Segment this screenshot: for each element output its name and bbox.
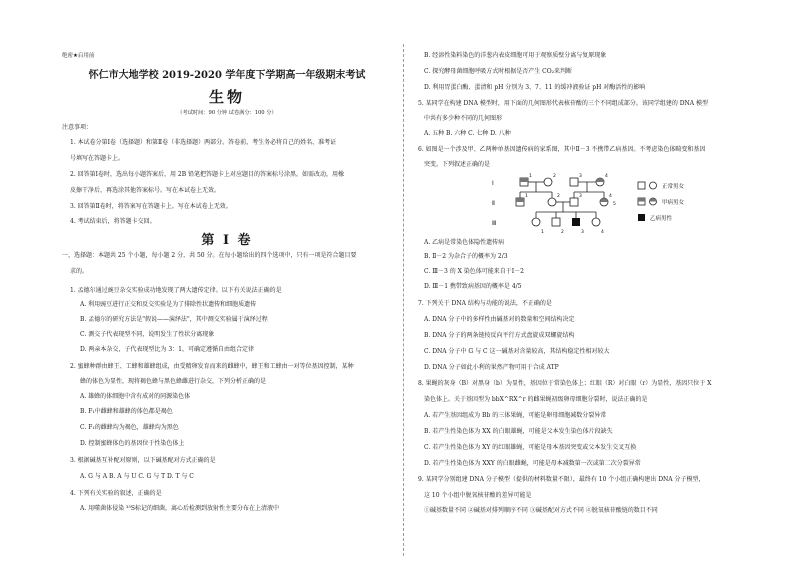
pedigree-num: 1 (525, 194, 528, 199)
question-9-cont: 这 10 个小组中脱氧核苷酸的差异可能是 (424, 492, 532, 499)
option: A. 若产生基因组成为 Bb 的三体果蝇，可能是卵母细胞减数分裂异常 (424, 412, 607, 419)
pedigree-female (592, 218, 600, 226)
legend-label: 甲病男女 (662, 200, 685, 206)
option-row: A. G 与 A B. A 与 U C. G 与 T D. T 与 C (80, 473, 194, 480)
option: A. 用噬菌体侵染 ³⁵S标记的细菌，离心后检测到放射性主要分布在上清液中 (80, 505, 279, 512)
pedigree-male (570, 178, 578, 186)
pedigree-male (570, 198, 578, 206)
confidential-mark: 绝密★启用前 (62, 53, 95, 59)
question-9: 9. 某同学分别组建 DNA 分子模型（提供的材料数量不限），最终有 10 个小组正确构建出 DNA 分子模型， (418, 476, 705, 483)
pedigree-gen-label: Ⅰ (492, 180, 494, 187)
subject-title: 生物 (208, 88, 245, 106)
option: D. 若产生性染色体为 XXY 的白眼雌蝇，可能是母本减数第一次或第二次分裂异常 (424, 460, 641, 467)
note-line: 皮擦干净后，再选涂其他答案标号。写在本试卷上无效。 (70, 187, 221, 194)
pedigree-num: 3 (581, 230, 584, 235)
question-7: 7. 下列关于 DNA 结构与功能的说法，不正确的是 (418, 300, 552, 307)
option: D. 控制蜜蜂体色的基因位于性染色体上 (80, 440, 185, 447)
option: A. 利用豌豆进行正交和反交实验是为了排除性状遗传和细胞质遗传 (80, 301, 257, 308)
option: D. DNA 分子如此小利的果然产物可用于合成 ATP (424, 364, 559, 371)
option: C. 测交子代表现型不同，说明发生了性状分离现象 (80, 331, 215, 338)
option: C. F₁的雌蜂均为褐色，雄蜂均为黑色 (80, 424, 179, 431)
pedigree-female (532, 218, 540, 226)
pedigree-female (544, 178, 552, 186)
legend-label: 乙病男性 (650, 216, 673, 222)
notes-heading: 注意事项： (62, 124, 93, 131)
question-5: 5. 某同学在构建 DNA 模型时，用下面的几何图形代表核苷酸的三个不同组成部分。该同学组建的 DNA 模型 (418, 100, 709, 107)
option: B. F₁中雌蜂和雄蜂的体色都是褐色 (80, 408, 173, 415)
question-2: 2. 蜜蜂种群由蜂王、工蜂和雄蜂组成，由受精卵发育而来的雌蜂中，蜂王和工蜂由一对等位基因控制，某种 (70, 363, 354, 370)
question-8-cont: 染色体上。关于基因型为 bbX^RX^r 的雌果蝇初级卵母细胞分裂时，说法正确的是 (424, 396, 648, 403)
pedigree-num: 3 (579, 174, 582, 179)
note-line: 3. 回答第Ⅱ卷时，将答案写在答题卡上。写在本试卷上无效。 (70, 203, 232, 210)
question-2-cont: 蜂的体色为显性，现将褐色蜂与黑色蜂雌进行杂交，下列分析正确的是 (80, 378, 267, 385)
question-6-cont: 突变。下列叙述正确的是 (424, 161, 491, 168)
pedigree-num: 5 (613, 202, 616, 207)
option: C. 若产生性染色体为 XY 的红眼雄蝇，可能是母本基因突变或父本发生交叉互换 (424, 444, 637, 451)
option: D. 利用胃蛋白酶、蛋清和 pH 分别为 3、7、11 的缓冲液验证 pH 对酶活性的影响 (424, 84, 646, 91)
option: D. Ⅲ－1 携带致病基因的概率是 4/5 (424, 283, 522, 290)
section-instruction: 一、选择题：本题共 25 个小题，每小题 2 分，共 50 分。在每小题给出的四个选项中，只有一项是符合题目要 (62, 252, 357, 259)
note-line: 1. 本试卷分第Ⅰ卷（选择题）和第Ⅱ卷（非选择题）两部分。答卷前，考生务必将自己的姓名、准考证 (70, 139, 337, 146)
pedigree-diagram (420, 172, 740, 236)
pedigree-fill (516, 198, 524, 202)
question-6: 6. 如图是一个涉及甲、乙两种单基因遗传病的家系图，其中Ⅱ－3 不携带乙病基因。不考虑染色体畸变和基因 (418, 146, 706, 153)
note-line: 4. 考试结束后，将答题卡交回。 (70, 218, 156, 225)
exam-meta: （考试时间：90 分钟 试卷满分：100 分） (177, 110, 277, 116)
option: D. 两亲本杂交，子代表现型比为 3：1，可确定遵循自由组合定律 (80, 346, 254, 353)
note-line: 2. 回答第Ⅰ卷时，选出每小题答案后，用 2B 铅笔把答题卡上对应题目的答案标号涂黑。如需改动，用橡 (70, 171, 345, 178)
pedigree-num: 2 (557, 194, 560, 199)
option: A. 雄蜂的体细胞中含有成对的同源染色体 (80, 393, 191, 400)
legend-affected-male (638, 214, 645, 221)
column-divider (403, 44, 404, 556)
option-row: A. 五种 B. 六种 C. 七种 D. 八种 (424, 130, 511, 137)
question-3: 3. 根据碱基互补配对原则，以下碱基配对方式正确的是 (70, 457, 216, 464)
legend-label: 正常男女 (662, 184, 685, 190)
pedigree-male-affected (572, 218, 580, 226)
exam-title: 怀仁市大地学校 2019-2020 学年度下学期高一年级期末考试 (88, 70, 366, 81)
option: A. 乙病是常染色体隐性遗传病 (424, 239, 505, 246)
option: C. 探究酵母菌细胞呼吸方式时根据是否产生 CO₂来判断 (424, 68, 573, 75)
note-line: 号填写在答题卡上。 (70, 155, 125, 162)
pedigree-num: 2 (561, 230, 564, 235)
pedigree-num: 3 (579, 194, 582, 199)
question-8: 8. 果蝇的灰身（B）对黑身（b）为显性，基因位于常染色体上；红眼（R）对白眼（r）为显性，基因只位于 X (418, 380, 712, 387)
pedigree-num: 4 (605, 174, 608, 179)
option: B. 若产生性染色体为 XX 的白眼雄蝇，可能是父本发生染色体片段缺失 (424, 428, 613, 435)
pedigree-gen-label: Ⅲ (492, 220, 497, 227)
pedigree-male (552, 218, 560, 226)
option: B. 孟德尔的研究方法是"假说——演绎法"，其中测交实验属于演绎过程 (80, 316, 268, 323)
pedigree-fill (600, 198, 608, 202)
pedigree-num: 2 (553, 174, 556, 179)
pedigree-female (548, 198, 556, 206)
section-instruction: 求的。 (70, 268, 89, 275)
question-9-items: ①碱基数量不同 ②碱基对排列顺序不同 ③碱基配对方式不同 ④脱氧核苷酸链的数目不同 (424, 507, 658, 514)
pedigree-fill (596, 178, 604, 182)
option: B. 经溶性染料染色的洋葱内表皮细胞可用于观察质壁分离与复原现象 (424, 52, 607, 59)
option: C. Ⅲ－3 的 X 染色体可能来自于Ⅰ－2 (424, 268, 524, 275)
option: A. DNA 分子中的多样性由碱基对的数量和空间结构决定 (424, 316, 575, 323)
question-1: 1. 孟德尔通过豌豆杂交实验成功地发现了两大遗传定律。以下有关说法正确的是 (70, 287, 282, 294)
option: B. Ⅱ－2 为杂合子的概率为 2/3 (424, 253, 508, 260)
question-5-cont: 中共有多少种不同的几何图形 (424, 115, 503, 122)
pedigree-num: 1 (541, 230, 544, 235)
pedigree-fill (520, 178, 528, 182)
option: B. DNA 分子的两条链按反向平行方式盘旋成双螺旋结构 (424, 332, 575, 339)
pedigree-num: 1 (529, 174, 532, 179)
pedigree-gen-label: Ⅱ (492, 200, 495, 207)
option: C. DNA 分子中 G 与 C 这一碱基对含量较高，其结构稳定性相对较大 (424, 348, 610, 355)
pedigree-num: 4 (601, 230, 604, 235)
part-title: 第 Ⅰ 卷 (201, 233, 253, 248)
question-4: 4. 下列有关实验的叙述，正确的是 (70, 490, 162, 497)
pedigree-num: 4 (609, 194, 612, 199)
